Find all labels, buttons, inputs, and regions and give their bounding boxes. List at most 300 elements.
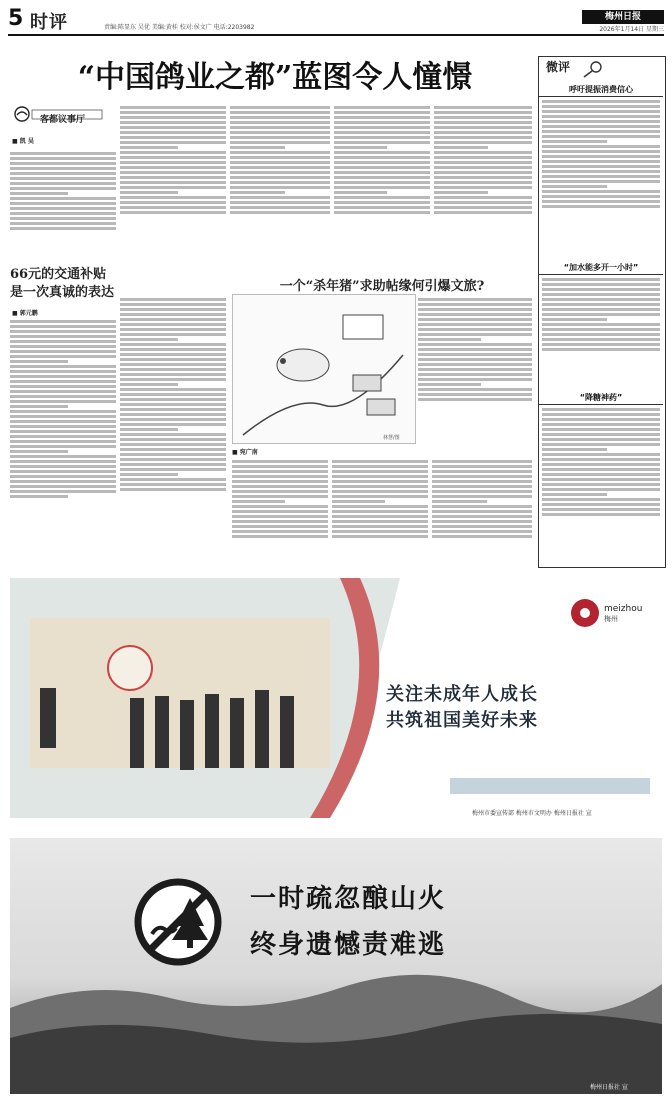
text-line: [230, 206, 330, 209]
text-line: [120, 196, 226, 199]
text-line: [434, 206, 532, 209]
article-body-text: [232, 458, 328, 572]
text-line: [418, 333, 532, 336]
text-line: [230, 111, 330, 114]
text-line: [230, 126, 330, 129]
text-line: [542, 150, 660, 153]
text-line: [230, 181, 330, 184]
text-line: [542, 195, 660, 198]
text-line: [418, 358, 532, 361]
text-line: [230, 106, 330, 109]
right-column-header: 微评: [546, 60, 571, 74]
text-line: [332, 505, 428, 508]
text-line: [120, 171, 226, 174]
text-line: [334, 131, 430, 134]
text-line: [542, 100, 660, 103]
text-line: [542, 160, 660, 163]
text-line: [542, 408, 660, 411]
text-line: [120, 368, 226, 371]
text-line: [10, 405, 68, 408]
text-line: [10, 350, 116, 353]
public-service-ad-fire: [10, 838, 662, 1094]
article-body-text: [230, 104, 330, 264]
text-line: [432, 465, 532, 468]
text-line: [332, 480, 428, 483]
text-line: [230, 141, 330, 144]
text-line: [10, 207, 116, 210]
text-line: [434, 141, 532, 144]
text-line: [542, 120, 660, 123]
text-line: [434, 156, 532, 159]
text-line: [332, 515, 428, 518]
text-line: [120, 478, 226, 481]
text-line: [418, 398, 532, 401]
text-line: [542, 170, 660, 173]
article-body-text: [434, 104, 532, 264]
text-line: [120, 373, 226, 376]
text-line: [120, 418, 226, 421]
text-line: [542, 175, 660, 178]
text-line: [334, 116, 430, 119]
text-line: [434, 161, 532, 164]
text-line: [418, 393, 532, 396]
text-line: [542, 283, 660, 286]
classroom-photo-icon: [10, 578, 662, 818]
text-line: [434, 131, 532, 134]
text-line: [10, 410, 116, 413]
text-line: [334, 206, 430, 209]
text-line: [542, 125, 660, 128]
text-line: [120, 408, 226, 411]
text-line: [432, 490, 532, 493]
text-line: [10, 390, 116, 393]
text-line: [120, 398, 226, 401]
text-line: [332, 495, 428, 498]
text-line: [120, 328, 226, 331]
text-line: [542, 438, 660, 441]
text-line: [120, 423, 226, 426]
text-line: [120, 463, 226, 466]
text-line: [10, 197, 116, 200]
text-line: [542, 498, 660, 501]
text-line: [418, 313, 532, 316]
text-line: [418, 368, 532, 371]
text-line: [434, 201, 532, 204]
text-line: [10, 400, 116, 403]
text-line: [432, 515, 532, 518]
text-line: [232, 485, 328, 488]
text-line: [542, 110, 660, 113]
text-line: [332, 465, 428, 468]
ad2-sponsor: 梅州日报社 宣: [590, 1084, 628, 1091]
text-line: [10, 227, 116, 230]
text-line: [542, 180, 660, 183]
text-line: [334, 196, 430, 199]
text-line: [434, 176, 532, 179]
text-line: [418, 328, 532, 331]
text-line: [542, 200, 660, 203]
text-line: [542, 493, 607, 496]
text-line: [230, 136, 330, 139]
text-line: [120, 378, 226, 381]
text-line: [418, 373, 532, 376]
text-line: [120, 201, 226, 204]
text-line: [418, 378, 532, 381]
text-line: [334, 191, 387, 194]
text-line: [120, 151, 226, 154]
text-line: [230, 176, 330, 179]
text-line: [418, 298, 532, 301]
text-line: [432, 495, 532, 498]
ad2-title-line1: 一时疏忽酿山火: [250, 884, 447, 914]
text-line: [542, 140, 607, 143]
text-line: [332, 460, 428, 463]
text-line: [120, 298, 226, 301]
text-line: [418, 323, 532, 326]
text-line: [120, 126, 226, 129]
story2-headline-line2: 是一次真诚的表达: [10, 285, 115, 300]
text-line: [542, 433, 660, 436]
text-line: [418, 318, 532, 321]
text-line: [120, 358, 226, 361]
text-line: [120, 206, 226, 209]
text-line: [232, 525, 328, 528]
right-item-title: “降糖神药”: [539, 392, 663, 405]
text-line: [232, 510, 328, 513]
text-line: [120, 121, 226, 124]
text-line: [332, 520, 428, 523]
text-line: [120, 353, 226, 356]
text-line: [10, 495, 68, 498]
text-line: [332, 475, 428, 478]
text-line: [10, 485, 116, 488]
text-line: [232, 515, 328, 518]
text-line: [10, 480, 116, 483]
text-line: [334, 211, 430, 214]
text-line: [542, 333, 660, 336]
text-line: [120, 308, 226, 311]
article-body-text: [332, 458, 428, 572]
text-line: [542, 503, 660, 506]
text-line: [334, 171, 430, 174]
text-line: [334, 181, 430, 184]
text-line: [120, 156, 226, 159]
text-line: [10, 470, 116, 473]
text-line: [230, 161, 330, 164]
text-line: [232, 500, 285, 503]
text-line: [542, 328, 660, 331]
text-line: [542, 105, 660, 108]
text-line: [542, 478, 660, 481]
text-line: [230, 156, 330, 159]
text-line: [542, 293, 660, 296]
text-line: [10, 360, 68, 363]
text-line: [332, 490, 428, 493]
right-item-text: [542, 276, 660, 386]
ad-brand-cn: 梅州: [604, 615, 618, 623]
text-line: [10, 425, 116, 428]
text-line: [334, 146, 387, 149]
text-line: [542, 338, 660, 341]
text-line: [332, 510, 428, 513]
text-line: [120, 413, 226, 416]
text-line: [434, 121, 532, 124]
text-line: [434, 146, 488, 149]
text-line: [434, 116, 532, 119]
text-line: [434, 106, 532, 109]
column-label: 客都议事厅: [40, 115, 86, 125]
text-line: [542, 145, 660, 148]
text-line: [432, 520, 532, 523]
text-line: [542, 205, 660, 208]
text-line: [542, 130, 660, 133]
text-line: [334, 106, 430, 109]
text-line: [334, 201, 430, 204]
ad-brand: meizhou: [604, 604, 643, 614]
text-line: [10, 167, 116, 170]
text-line: [418, 348, 532, 351]
text-line: [542, 443, 660, 446]
text-line: [120, 318, 226, 321]
text-line: [418, 338, 481, 341]
right-item-text: [542, 406, 660, 560]
text-line: [232, 465, 328, 468]
text-line: [230, 201, 330, 204]
text-line: [542, 278, 660, 281]
text-line: [10, 430, 116, 433]
text-line: [10, 450, 68, 453]
text-line: [120, 176, 226, 179]
text-line: [10, 202, 116, 205]
text-line: [10, 217, 116, 220]
text-line: [10, 162, 116, 165]
no-fire-icon: [132, 876, 224, 968]
text-line: [120, 448, 226, 451]
article-body-text: [10, 318, 116, 572]
text-line: [334, 151, 430, 154]
text-line: [120, 131, 226, 134]
editor-credits: 责编:陈显东 吴优 美编:黄桂 校对:侯文广 电话:2203982: [104, 24, 255, 31]
text-line: [432, 525, 532, 528]
right-item-title: 呼吁提振消费信心: [539, 84, 663, 97]
text-line: [120, 458, 226, 461]
text-line: [542, 453, 660, 456]
text-line: [432, 480, 532, 483]
text-line: [120, 453, 226, 456]
text-line: [542, 348, 660, 351]
text-line: [542, 115, 660, 118]
cartoon-illustration-icon: [233, 295, 415, 443]
text-line: [434, 196, 532, 199]
text-line: [10, 460, 116, 463]
text-line: [120, 161, 226, 164]
ad1-sponsors: 梅州市委宣传部 梅州市文明办 梅州日报社 宣: [472, 810, 592, 817]
text-line: [10, 445, 116, 448]
text-line: [120, 488, 226, 491]
text-line: [120, 116, 226, 119]
text-line: [120, 403, 226, 406]
text-line: [542, 488, 660, 491]
text-line: [120, 181, 226, 184]
text-line: [10, 187, 116, 190]
text-line: [542, 413, 660, 416]
text-line: [10, 455, 116, 458]
text-line: [230, 196, 330, 199]
text-line: [120, 468, 226, 471]
text-line: [120, 323, 226, 326]
article-body-text: [432, 458, 532, 572]
text-line: [120, 166, 226, 169]
text-line: [120, 363, 226, 366]
text-line: [542, 468, 660, 471]
text-line: [542, 418, 660, 421]
text-line: [230, 191, 285, 194]
public-service-ad-youth: [10, 578, 662, 818]
article-body-text: [120, 296, 226, 572]
text-line: [332, 485, 428, 488]
text-line: [434, 186, 532, 189]
text-line: [230, 166, 330, 169]
text-line: [332, 535, 428, 538]
microphone-icon: [580, 60, 604, 78]
text-line: [542, 428, 660, 431]
text-line: [232, 530, 328, 533]
text-line: [232, 470, 328, 473]
text-line: [120, 428, 178, 431]
text-line: [542, 185, 607, 188]
text-line: [230, 116, 330, 119]
text-line: [230, 131, 330, 134]
text-line: [434, 211, 532, 214]
text-line: [120, 141, 226, 144]
text-line: [542, 423, 660, 426]
text-line: [418, 303, 532, 306]
text-line: [120, 433, 226, 436]
text-line: [120, 186, 226, 189]
text-line: [434, 181, 532, 184]
text-line: [120, 313, 226, 316]
text-line: [10, 172, 116, 175]
page-number: 5: [8, 6, 24, 31]
text-line: [120, 383, 178, 386]
text-line: [10, 365, 116, 368]
story3-headline: 一个“杀年猪”求助帖缘何引爆文旅?: [279, 279, 485, 294]
text-line: [230, 146, 285, 149]
text-line: [432, 485, 532, 488]
text-line: [542, 308, 660, 311]
text-line: [10, 177, 116, 180]
text-line: [10, 395, 116, 398]
text-line: [232, 475, 328, 478]
article-body-text: [418, 296, 532, 444]
text-line: [542, 343, 660, 346]
text-line: [232, 490, 328, 493]
text-line: [120, 438, 226, 441]
text-line: [542, 155, 660, 158]
text-line: [542, 135, 660, 138]
author-byline: ■ 宛广南: [232, 449, 258, 456]
text-line: [10, 375, 116, 378]
text-line: [434, 126, 532, 129]
text-line: [10, 182, 116, 185]
text-line: [334, 136, 430, 139]
text-line: [120, 333, 226, 336]
editorial-cartoon: [232, 294, 416, 444]
text-line: [120, 338, 178, 341]
text-line: [542, 473, 660, 476]
main-headline: “中国鸽业之都”蓝图令人憧憬: [77, 60, 473, 95]
text-line: [10, 222, 116, 225]
text-line: [232, 495, 328, 498]
text-line: [332, 525, 428, 528]
text-line: [542, 313, 660, 316]
text-line: [10, 370, 116, 373]
text-line: [120, 106, 226, 109]
text-line: [10, 380, 116, 383]
text-line: [542, 508, 660, 511]
text-line: [432, 530, 532, 533]
text-line: [10, 335, 116, 338]
article-body-text: [10, 150, 116, 262]
text-line: [120, 146, 178, 149]
text-line: [542, 165, 660, 168]
text-line: [332, 530, 428, 533]
text-line: [230, 151, 330, 154]
text-line: [418, 383, 481, 386]
story2-headline-line1: 66元的交通补贴: [10, 267, 107, 282]
text-line: [10, 345, 116, 348]
text-line: [120, 343, 226, 346]
text-line: [120, 443, 226, 446]
text-line: [10, 385, 116, 388]
text-line: [418, 308, 532, 311]
ad1-title-line1: 关注未成年人成长: [386, 684, 538, 705]
text-line: [542, 303, 660, 306]
text-line: [542, 318, 607, 321]
text-line: [334, 126, 430, 129]
text-line: [434, 171, 532, 174]
text-line: [10, 440, 116, 443]
text-line: [230, 211, 330, 214]
text-line: [542, 463, 660, 466]
text-line: [120, 111, 226, 114]
text-line: [334, 111, 430, 114]
text-line: [434, 166, 532, 169]
author-byline: ■ 凯 吴: [12, 138, 34, 145]
text-line: [432, 475, 532, 478]
text-line: [434, 136, 532, 139]
text-line: [230, 171, 330, 174]
right-item-title: “加水能多开一小时”: [539, 262, 663, 275]
text-line: [432, 510, 532, 513]
ad1-title-line2: 共筑祖国美好未来: [386, 710, 538, 731]
text-line: [120, 473, 178, 476]
text-line: [10, 157, 116, 160]
text-line: [10, 212, 116, 215]
masthead: [8, 6, 664, 36]
author-byline: ■ 郭元鹏: [12, 310, 38, 317]
text-line: [334, 121, 430, 124]
text-line: [334, 156, 430, 159]
text-line: [542, 513, 660, 516]
text-line: [434, 151, 532, 154]
text-line: [120, 483, 226, 486]
text-line: [10, 435, 116, 438]
text-line: [542, 298, 660, 301]
text-line: [418, 363, 532, 366]
cartoon-credit: 林慧/图: [383, 435, 400, 441]
text-line: [332, 500, 385, 503]
